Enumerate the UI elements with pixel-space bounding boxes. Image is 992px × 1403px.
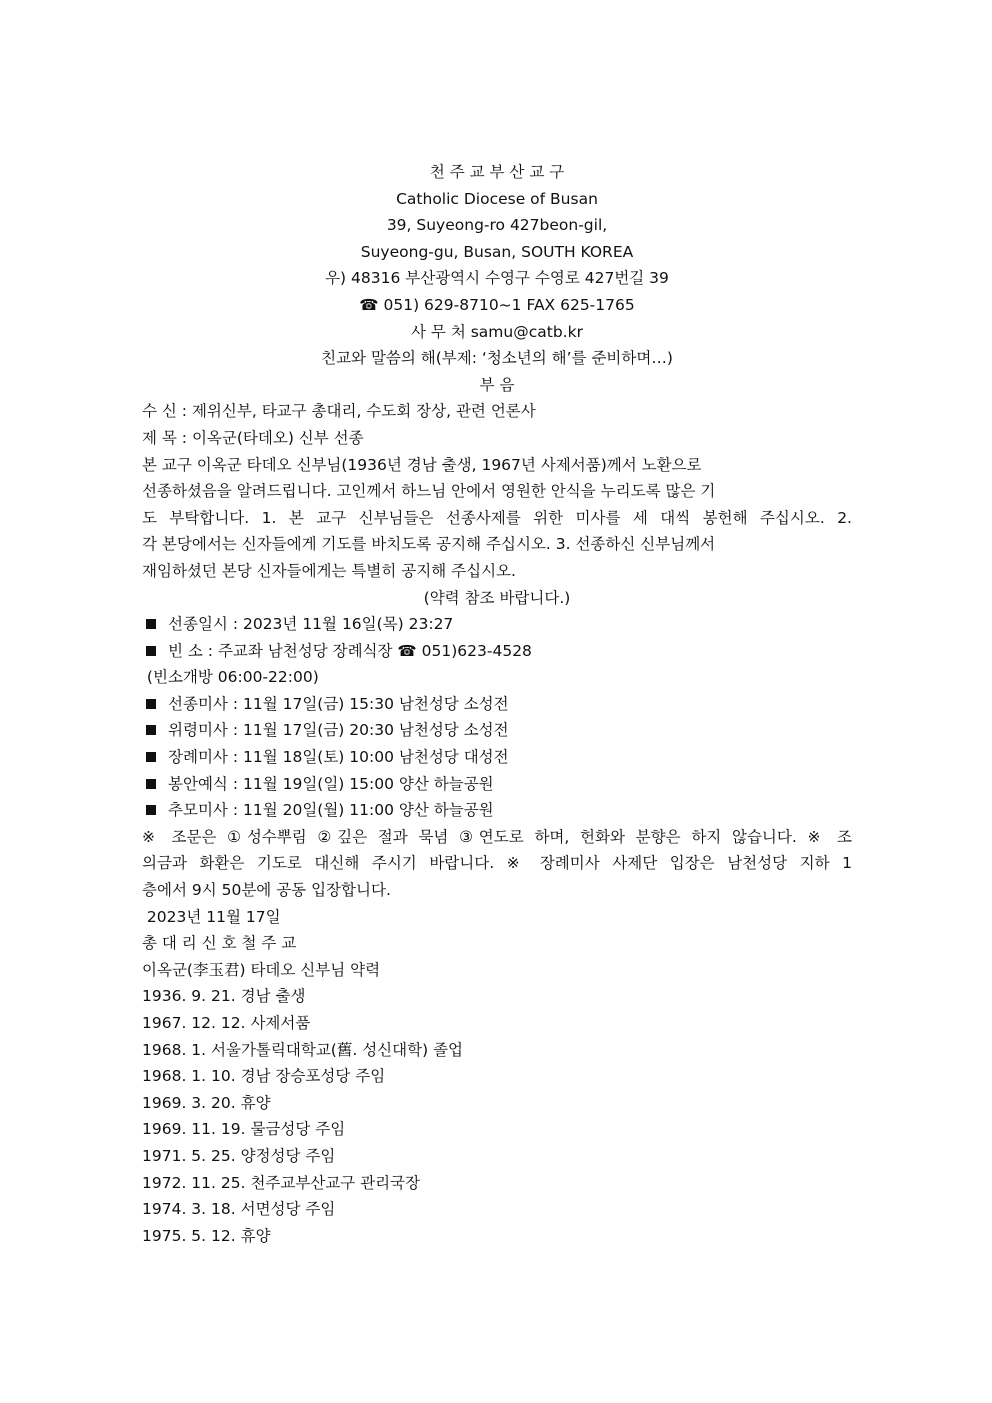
bio-item: 1971. 5. 25. 양정성당 주임 xyxy=(142,1146,336,1165)
body-line: 재임하셨던 본당 신자들에게는 특별히 공지해 주십시오. xyxy=(142,561,516,580)
issue-date: 2023년 11월 17일 xyxy=(142,907,281,926)
org-name-korean: 천 주 교 부 산 교 구 xyxy=(429,163,565,181)
body-line: 선종하셨음을 알려드립니다. 고인께서 하느님 안에서 영원한 안식을 누리도록 많은 기 xyxy=(142,482,716,501)
bio-item: 1975. 5. 12. 휴양 xyxy=(142,1226,271,1245)
subject: 제 목 : 이옥군(타데오) 신부 선종 xyxy=(142,428,364,447)
body-paragraph xyxy=(142,452,852,585)
phone-fax: ☎ 051) 629-8710~1 FAX 625-1765 xyxy=(359,295,635,314)
address-line-1: 39, Suyeong-ro 427beon-gil, xyxy=(386,216,608,235)
bullet-square-icon xyxy=(146,646,156,656)
bio-item: 1936. 9. 21. 경남 출생 xyxy=(142,987,306,1006)
bullet-square-icon xyxy=(146,699,156,709)
bio-item: 1968. 1. 10. 경남 장승포성당 주임 xyxy=(142,1067,386,1086)
bio-item: 1974. 3. 18. 서면성당 주임 xyxy=(142,1200,336,1219)
office-email: 사 무 처 samu@catb.kr xyxy=(411,322,583,341)
bio-title: 이옥군(李玉君) 타데오 신부님 약력 xyxy=(142,960,381,979)
recipients: 수 신 : 제위신부, 타교구 총대리, 수도회 장상, 관련 언론사 xyxy=(142,402,536,421)
bio-list xyxy=(142,983,852,1249)
body-line: 도 부탁합니다. 1. 본 교구 신부님들은 선종사제를 위한 미사를 세 대씩 봉헌해 주십시오. 2. xyxy=(142,508,852,527)
schedule-item xyxy=(142,691,852,718)
schedule-item xyxy=(142,771,852,798)
schedule-item xyxy=(142,744,852,771)
document-page xyxy=(142,159,852,1249)
notes-paragraph xyxy=(142,824,852,904)
detail-text: 빈 소 : 주교좌 남천성당 장례식장 ☎ 051)623-4528 xyxy=(168,641,532,660)
body-line: 본 교구 이옥군 타데오 신부님(1936년 경남 출생, 1967년 사제서품)께서 노환으로 xyxy=(142,455,702,474)
bullet-square-icon xyxy=(146,619,156,629)
bullet-square-icon xyxy=(146,725,156,735)
address-korean: 우) 48316 부산광역시 수영구 수영로 427번길 39 xyxy=(325,269,669,288)
bullet-square-icon xyxy=(146,752,156,762)
org-name-english: Catholic Diocese of Busan xyxy=(396,189,598,208)
bio-item: 1969. 11. 19. 물금성당 주임 xyxy=(142,1120,346,1139)
bio-item: 1967. 12. 12. 사제서품 xyxy=(142,1014,311,1032)
refer-note: (약력 참조 바랍니다.) xyxy=(423,588,571,607)
notes-line: 층에서 9시 50분에 공동 입장합니다. xyxy=(142,881,391,900)
bio-item: 1969. 3. 20. 휴양 xyxy=(142,1093,271,1112)
bullet-square-icon xyxy=(146,779,156,789)
schedule-text: 추모미사 : 11월 20일(월) 11:00 양산 하늘공원 xyxy=(168,801,494,820)
schedule-item xyxy=(142,717,852,744)
bullet-square-icon xyxy=(146,805,156,815)
schedule-text: 장례미사 : 11월 18일(토) 10:00 남천성당 대성전 xyxy=(168,748,509,767)
schedule-text: 위령미사 : 11월 17일(금) 20:30 남천성당 소성전 xyxy=(168,721,509,740)
schedule-text: 선종미사 : 11월 17일(금) 15:30 남천성당 소성전 xyxy=(168,694,509,713)
document-type: 부 음 xyxy=(479,375,515,394)
signer: 총 대 리 신 호 철 주 교 xyxy=(142,934,297,953)
detail-item xyxy=(142,638,852,665)
visiting-hours: (빈소개방 06:00-22:00) xyxy=(142,668,319,687)
schedule-item xyxy=(142,797,852,824)
detail-text: 선종일시 : 2023년 11월 16일(목) 23:27 xyxy=(168,615,454,634)
notes-line: 의금과 화환은 기도로 대신해 주시기 바랍니다. ※ 장례미사 사제단 입장은 남천성당 지하 1 xyxy=(142,854,852,873)
year-motto: 친교와 말씀의 해(부제: ‘청소년의 해’를 준비하며…) xyxy=(321,349,673,368)
detail-item xyxy=(142,611,852,638)
address-line-2: Suyeong-gu, Busan, SOUTH KOREA xyxy=(360,242,634,261)
bio-item: 1968. 1. 서울가톨릭대학교(舊. 성신대학) 졸업 xyxy=(142,1040,464,1059)
notes-line: ※ 조문은 ①성수뿌림 ②깊은 절과 묵념 ③연도로 하며, 헌화와 분향은 하지 않습니다. ※ 조 xyxy=(142,827,852,846)
schedule-text: 봉안예식 : 11월 19일(일) 15:00 양산 하늘공원 xyxy=(168,774,494,793)
bio-item: 1972. 11. 25. 천주교부산교구 관리국장 xyxy=(142,1173,421,1192)
body-line: 각 본당에서는 신자들에게 기도를 바치도록 공지해 주십시오. 3. 선종하신 신부님께서 xyxy=(142,535,716,554)
